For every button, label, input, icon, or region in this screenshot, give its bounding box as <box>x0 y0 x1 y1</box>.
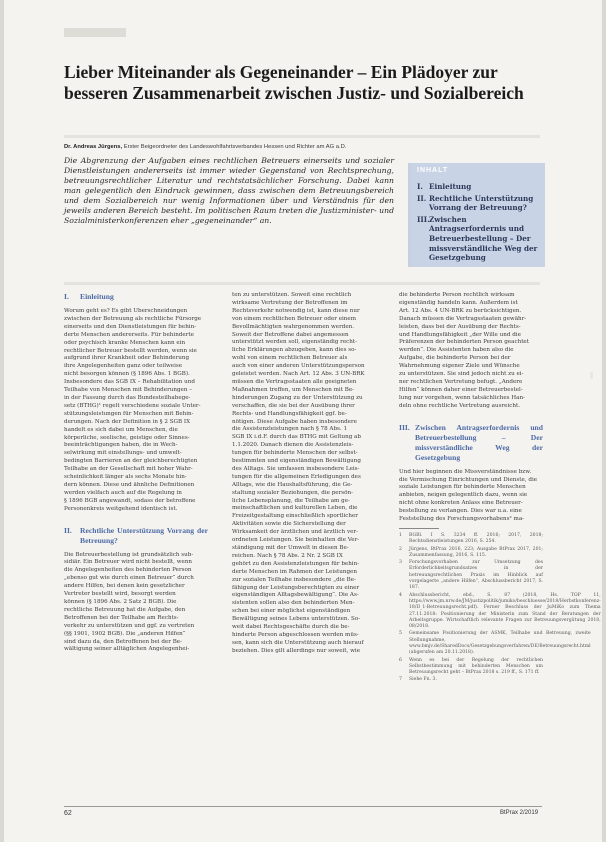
toc-title: INHALT <box>417 167 449 174</box>
section-heading <box>64 292 208 302</box>
toc-item-number: III. <box>417 214 430 224</box>
text-line: Insbesondere das SGB IX – Rehabilitation und <box>64 379 195 386</box>
text-line: hinderte Person abgeschlossen werden müs- <box>232 631 359 638</box>
text-line: bedingten Barrieren an der gleichberechtigten <box>64 458 198 465</box>
text-line: des Alltags. Sie umfassen insbesondere Leis- <box>232 465 360 472</box>
text-line: gehört zu den Assistenzleistungen für behin- <box>232 560 360 567</box>
text-line: derte Menschen im Rahmen der Leistungen <box>232 568 357 575</box>
text-line: zur sozialen Teilhabe insbesondere „die Be- <box>232 576 356 583</box>
text-line: Rechtsverkehr notwendig ist, kann diese nur <box>232 307 360 314</box>
text-line: werden“. Die Assistenten haben also die <box>399 347 514 354</box>
text-line: andere Hilfen, bei denen kein gesetzlicher <box>64 583 185 590</box>
text-line: ten zu unterstützen. Soweit eine rechtlich <box>232 292 352 298</box>
footnote-text: Forschungsvorhaben zur Umsetzung des Erforderlichkeitsgrundsatzes in der betreuungsrechtlichen Praxis im Hinblick auf vorgelagerte „andere Hilfen“, Abschlussbericht 2017, S. 187. <box>409 560 543 591</box>
text-line: körperliche, seelische, geistige oder Sinnes- <box>64 434 190 441</box>
footnote-text: Abschlussbericht, ebd., S. 87 (2018, Hs. TOP 11, https://www.jm.nrw.de/JM/justizpolitik/jumiko/beschluesse/2018/Herbstkonferenz-18/II_1-Betreuungsrecht.pdf). Ferner Beschluss der JuMiKo zum Thema 27.11.2018: Positionierung der Ministerin zum Stand der Beratungen der Arbeitsgruppe. Wirtschaftlich relevante Fragen zur Betreuungsvergütung 2018, 08/2018. <box>409 592 601 630</box>
toc-item-number: II. <box>417 193 427 203</box>
footnote-text: Siehe Fn. 3. <box>409 677 437 683</box>
page-number: 62 <box>64 810 72 817</box>
text-line: scheinlichkeit länger als sechs Monate hin- <box>64 474 187 481</box>
text-line: Vertreter bestellt wird, besorgt werden <box>64 591 176 598</box>
text-line: Betroffenen bei der Teilhabe am Rechts- <box>64 614 179 621</box>
text-line: Die Betreuerbestellung ist grundsätzlich sub- <box>64 551 194 558</box>
text-line: leisten, dass bei der Ausübung der Rechts- <box>399 323 521 330</box>
text-line: einerseits und den Dienstleistungen für behin- <box>64 323 197 330</box>
section-heading <box>399 423 543 463</box>
text-line: 1.1.2020. Danach dienen die Assistenzleis- <box>232 442 354 449</box>
footnote <box>399 677 543 683</box>
toc-list <box>417 182 541 265</box>
text-line: nicht besorgen können (§ 1896 Abs. 1 BGB). <box>64 371 190 378</box>
text-line: handelt es sich dabei um Menschen, die <box>64 426 178 433</box>
text-line: tungen für behinderte Menschen der selbst- <box>232 450 358 457</box>
author-name: Dr. Andreas Jürgens, <box>64 144 123 150</box>
text-line: die Assistenzleistungen nach § 78 Abs. 1 <box>232 426 348 433</box>
title-rule <box>64 135 540 138</box>
paragraph <box>399 292 543 411</box>
text-column-2 <box>232 292 376 656</box>
text-line: sistenten sollen also den behinderten Men- <box>232 600 355 607</box>
section-number: II. <box>64 525 72 535</box>
text-line: Alltags, wie die Haushaltsführung, die Ge- <box>232 481 353 488</box>
text-line: soziale Leistungen für behinderte Menschen <box>399 484 526 491</box>
text-line: weit dabei Rechtsgeschäfte durch die be- <box>232 624 350 631</box>
text-column-1 <box>64 292 208 654</box>
text-line: wirksame Vertretung der Betroffenen im <box>232 299 348 306</box>
footnote-number: 2 <box>399 546 402 552</box>
text-line: wältigung seiner alltäglichen Angelegenhei- <box>64 646 190 653</box>
text-line: ständigung mit der Umwelt in diesen Be- <box>232 545 349 551</box>
text-line: sind dazu da, den Betroffenen bei der Be- <box>64 638 183 645</box>
toc-item[interactable] <box>417 215 541 263</box>
toc-item-text: Rechtliche Unterstützung Vorrang der Betreuung? <box>429 193 534 213</box>
section-title: Zwischen Antragserfordernis und Betreuerbestellung – Der missverständliche Weg der Gesetzgebung <box>415 422 543 462</box>
table-of-contents-box <box>408 163 545 267</box>
footnote <box>399 533 543 546</box>
text-line: deln ohne rechtliche Vertretung ausreicht. <box>399 402 520 409</box>
text-line: oder psychisch kranke Menschen kann ein <box>64 339 186 346</box>
text-line: bestimmten und eigenständigen Bewältigung <box>232 458 361 465</box>
text-line: rechtlicher Betreuer bestellt werden, wenn sie <box>64 347 197 354</box>
section-number: III. <box>399 422 410 432</box>
footnote-number: 5 <box>399 631 402 637</box>
text-line: in der Fassung durch das Bundesteilhabege- <box>64 394 191 401</box>
paragraph <box>399 469 543 524</box>
text-line: ordneten Leistungen. Sie beinhalten die Ver- <box>232 537 360 544</box>
footnote <box>399 547 543 560</box>
text-line: eigenständigen Alltagsbewältigung“. Die As- <box>232 592 359 599</box>
text-line: derte Menschen andererseits. Für behinderte <box>64 331 194 338</box>
text-line: § 1896 BGB angewandt, sodass der betroffene <box>64 497 196 504</box>
footnote-number: 3 <box>399 560 402 566</box>
text-line: sen, kann sich die Unterstützung auch hierauf <box>232 639 364 646</box>
text-line: SGB IX i.d.F. durch das BTHG mit Geltung ab <box>232 434 361 441</box>
text-line: Freizeitgestaltung einschließlich sportlicher <box>232 513 358 520</box>
footnote-number: 7 <box>399 677 402 683</box>
footnote <box>399 592 601 631</box>
footnote-number: 1 <box>399 532 402 538</box>
footnote-number: 6 <box>399 657 402 663</box>
text-line: Und hier beginnen die Missverständnisse bzw. <box>399 468 532 475</box>
text-line: dern können. Diese und ähnliche Definitionen <box>64 481 195 488</box>
text-line: Bevollmächtigten wahrgenommen werden. <box>232 323 355 330</box>
footnote-rule <box>399 528 439 529</box>
text-line: Worum geht es? Es gibt Überschneidungen <box>64 308 188 314</box>
text-line: wohl von einem rechtlichen Betreuer als <box>232 355 348 362</box>
text-line: hinderungen Zugang zu der Unterstützung zu <box>232 394 363 401</box>
text-line: Aktivitäten sowie die Sicherstellung der <box>232 521 346 528</box>
footnote-number: 4 <box>399 592 402 598</box>
text-line: Wahrnehmung eigener Ziele und Wünsche <box>399 363 520 370</box>
text-column-3 <box>399 292 601 685</box>
toc-item[interactable] <box>417 182 541 192</box>
text-line: verkehr zu unterstützen und ggf. zu vertreten <box>64 622 195 629</box>
toc-item[interactable] <box>417 194 541 213</box>
text-line: können (§ 1896 Abs. 2 Satz 2 BGB). Die <box>64 599 177 605</box>
text-line: rechtliche Betreuung hat die Aufgabe, den <box>64 606 186 613</box>
text-line: geleistet werden. Nach Art. 12 Abs. 3 UN-BRK <box>232 371 365 378</box>
text-line: Bewältigung seines Lebens unterstützen. So- <box>232 616 361 623</box>
text-line: Soweit der Betroffene dabei angemessen <box>232 331 349 338</box>
section-heading <box>64 526 208 546</box>
text-line: und Handlungsfähigkeit „der Wille und die <box>399 331 521 338</box>
text-line: auch von einer anderen Unterstützungsperson <box>232 363 365 370</box>
text-line: liche Lebensplanung, die Teilhabe am ge- <box>232 497 350 504</box>
text-line: fähigung der Leistungsberechtigten zu einer <box>232 584 360 591</box>
text-line: Danach müssen die Vertragsstaaten gewähr- <box>399 315 527 322</box>
footnote-text: Wenn es bei der Regelung der rechtlichen Selbstbestimmung mit behinderten Menschen um Betreuungsrecht geht – BtPrax 2018 s. 219 ff., S. 171 ff. <box>409 657 543 676</box>
text-line: meinschaftlichen und kulturellen Leben, die <box>232 505 358 512</box>
footnotes <box>399 532 601 684</box>
text-line: aufgrund ihrer Krankheit oder Behinderung <box>64 355 190 362</box>
text-line: Feststellung des Forschungsvorhabens² ma- <box>399 516 525 523</box>
text-line: stützungsleistungen für Menschen mit Behin- <box>64 410 194 417</box>
text-line: schen bei einer möglichst eigenständigen <box>232 608 351 615</box>
abstract: Die Abgrenzung der Aufgaben eines rechtlichen Betreuers einerseits und sozialer Dienstleistungen andererseits ist immer wieder Gegenstand von Rechtsprechung, betreuungsrechtlicher Literatur und rechtstatsächlicher Forschung. Dabei kann man gelegentlich den Eindruck gewinnen, dass zwischen dem Betreuungsbereich und dem Sozialbereich nur wenig Informationen über und Verständnis für den jeweils anderen Bereich besteht. Im politischen Raum treten die Justizminister- und Sozialministerkonferenzen eher „gegeneinander“ an. <box>64 156 394 225</box>
toc-item-number: I. <box>417 182 423 191</box>
text-line: Rechts- und Handlungsfähigkeit ggf. be- <box>232 410 347 417</box>
text-line: müssen die Vertragsstaaten alle geeigneten <box>232 378 357 385</box>
text-line: Teilhabe an der Gesellschaft mit hoher Wahr- <box>64 466 193 473</box>
text-line: verschaffen, die sie bei der Ausübung ihrer <box>232 402 355 409</box>
section-title: Einleitung <box>80 292 114 301</box>
text-line: die Vermischung Einrichtungen und Dienste, die <box>399 476 538 483</box>
text-line: die behinderte Person rechtlich wirksam <box>399 292 515 298</box>
author-line <box>64 144 540 150</box>
section-tag <box>64 28 126 37</box>
footnote-text: Jürgens, BtPrax 2016, 223; Ausgabe BtPrax 2017, 201; Zusammenfassung, 2016, S. 115. <box>409 546 543 558</box>
text-line: bestellung zu verlangen. Dies war u.a. eine <box>399 508 522 515</box>
footnote <box>399 560 543 591</box>
text-line: selwirkung mit einstellungs- und umwelt- <box>64 450 182 457</box>
document-page <box>4 0 602 842</box>
text-line: Hilfen“ können daher einer Betreuerbestel- <box>399 386 523 393</box>
text-line: liche Erklärungen abzugeben, kann dies so- <box>232 347 357 354</box>
journal-name: BtPrax 2/2019 <box>500 810 539 816</box>
text-line: beziehen. Dies gilt allerdings nur soweit, wie <box>232 647 361 654</box>
text-line: setz (BTHG)¹ regelt verschiedene soziale Unter- <box>64 402 201 409</box>
text-line: Aufgabe, die behinderte Person bei der <box>399 355 511 362</box>
text-line: Art. 12 Abs. 4 UN-BRK zu berücksichtigen. <box>399 307 522 314</box>
footnote <box>399 658 543 677</box>
text-line: staltung sozialer Beziehungen, die persön- <box>232 489 353 496</box>
footnote <box>399 631 591 656</box>
text-line: Teilhabe von Menschen mit Behinderungen – <box>64 387 193 394</box>
body-rule <box>64 282 540 285</box>
text-line: anbieten, neigen gelegentlich dazu, wenn sie <box>399 492 528 499</box>
section-number: I. <box>64 292 69 301</box>
paragraph <box>64 552 208 655</box>
article-title: Lieber Miteinander als Gegeneinander – Ein Plädoyer zur besseren Zusammenarbeit zwischen Justiz- und Sozialbereich <box>64 62 524 103</box>
text-line: Wirksamkeit der ärztlichen und ärztlich ver- <box>232 529 358 536</box>
toc-item-text: Zwischen Antragserfordernis und Betreuerbestellung – Der missverständliche Weg der Gesetzgebung <box>429 214 538 263</box>
text-line: werden vielfach auch auf die Regelung in <box>64 489 182 496</box>
footnote-text: BGBl. I S. 3234 ff. 2016; 2017, 2018; Rechtsdienstleistungen 2016, S. 254. <box>409 532 543 545</box>
section-title: Rechtliche Unterstützung Vorrang der Betreuung? <box>80 525 208 545</box>
text-line: reichen. Nach § 78 Abs. 2 Nr. 2 SGB IX <box>232 552 343 559</box>
text-line: beeinträchtigungen haben, die in Wech- <box>64 442 178 449</box>
text-line: tungen für die allgemeinen Erledigungen des <box>232 473 361 480</box>
text-line: zu unterstützen. Sie sind jedoch nicht zu ei- <box>399 371 524 378</box>
toc-item-text: Einleitung <box>429 182 472 191</box>
paragraph <box>232 292 376 656</box>
paragraph <box>64 308 208 514</box>
text-line: lung nur vorgehen, wenn tatsächliches Han- <box>399 394 526 401</box>
text-line: sidiär. Ein Betreuer wird nicht bestellt, wenn <box>64 559 193 566</box>
text-line: Personenkreis weitgehend identisch ist. <box>64 505 178 512</box>
text-line: unterstützt werden soll, eigenständig recht- <box>232 339 358 346</box>
text-line: nicht ohne konkreten Anlass eine Betreuer- <box>399 500 523 507</box>
text-line: zwischen der Betreuung als rechtliche Fürsorge <box>64 315 202 322</box>
footer-rule <box>64 806 542 807</box>
text-line: Präferenzen der behinderten Person geachtet <box>399 339 529 346</box>
text-line: eigenständig handeln kann. Außerdem ist <box>399 299 518 306</box>
text-line: derungen. Nach der Definition in § 2 SGB IX <box>64 418 191 425</box>
text-line: nötigen. Diese Aufgabe haben insbesondere <box>232 418 357 425</box>
footnote-text: Gemeinsame Positionierung der ASMK, Teilhabe und Betreuung, zweite Stellungnahme, www.bmjv.de/SharedDocs/Gesetzgebungsverfahren/DE/Betreuungsrecht.html (abgerufen am 20.11.2018). <box>409 631 591 656</box>
text-line: die Angelegenheiten des behinderten Person <box>64 567 192 574</box>
text-line: „ebenso gut wie durch einen Betreuer“ durch <box>64 575 194 582</box>
text-line: Maßnahmen treffen, um Menschen mit Be- <box>232 386 355 393</box>
author-role: Erster Beigeordneter des Landeswohlfahrtsverbandes Hessen und Richter am AG a.D. <box>123 144 347 150</box>
text-line: von einem rechtlichen Betreuer oder einem <box>232 315 357 322</box>
text-line: (§§ 1901, 1902 BGB). Die „anderen Hilfen“ <box>64 630 186 637</box>
staple-mark <box>590 372 593 379</box>
text-line: ihre Angelegenheiten ganz oder teilweise <box>64 363 183 370</box>
text-line: ner rechtlichen Vertretung befugt. „Andere <box>399 378 523 385</box>
